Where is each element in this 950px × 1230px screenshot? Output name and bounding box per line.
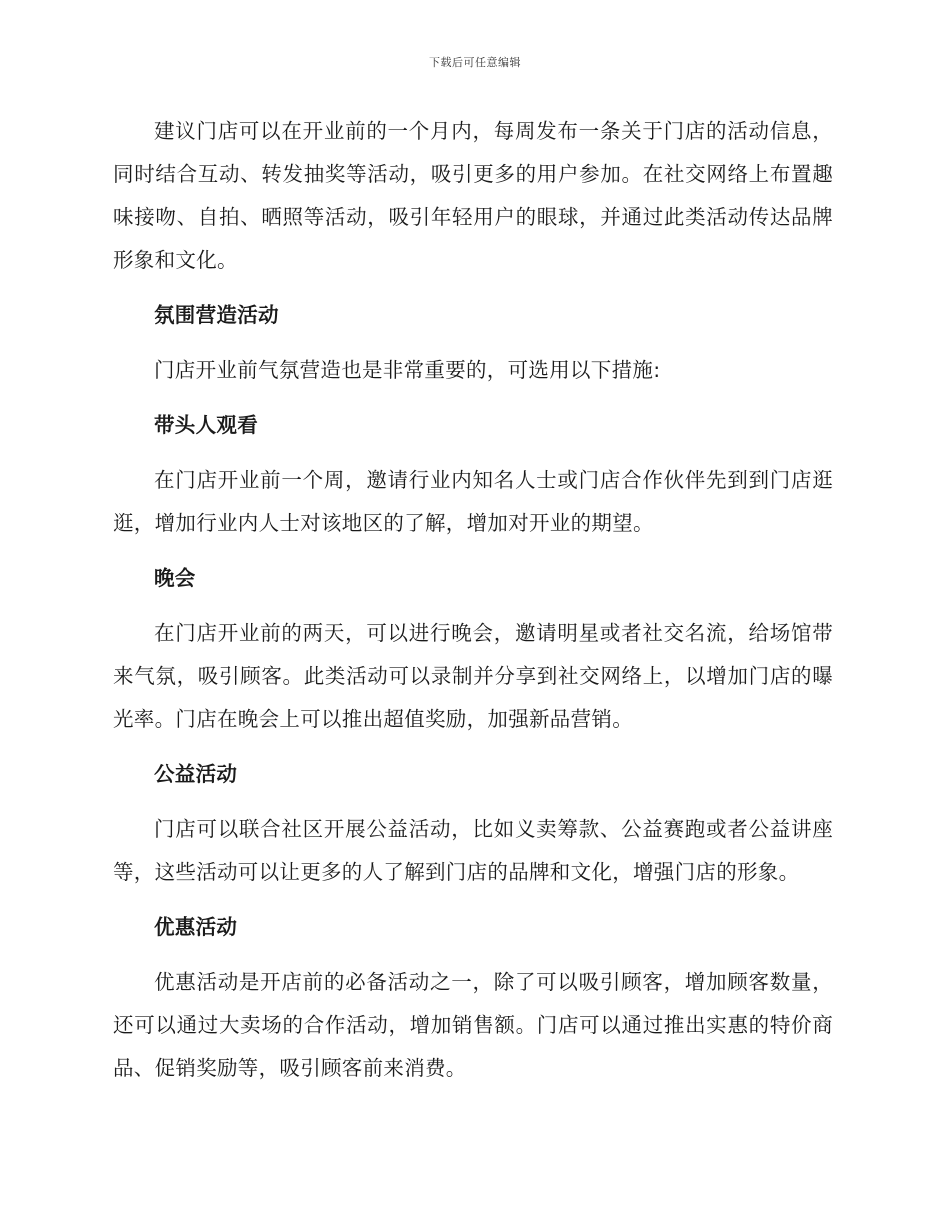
paragraph-discount: 优惠活动是开店前的必备活动之一，除了可以吸引顾客，增加顾客数量，还可以通过大卖场的合作活动，增加销售额。门店可以通过推出实惠的特价商品、促销奖励等，吸引顾客前来消费。 [113,970,833,1080]
heading-gala: 晚会 [154,566,196,590]
paragraph-leader-visit: 在门店开业前一个周，邀请行业内知名人士或门店合作伙伴先到到门店逛逛，增加行业内人士对该地区的了解，增加对开业的期望。 [113,468,833,535]
paragraph-gala: 在门店开业前的两天，可以进行晚会，邀请明星或者社交名流，给场馆带来气氛，吸引顾客。此类活动可以录制并分享到社交网络上，以增加门店的曝光率。门店在晚会上可以推出超值奖励，加强新品营销。 [113,621,833,731]
paragraph-atmosphere: 门店开业前气氛营造也是非常重要的，可选用以下措施: [154,358,661,382]
paragraph-social-media: 建议门店可以在开业前的一个月内，每周发布一条关于门店的活动信息，同时结合互动、转发抽奖等活动，吸引更多的用户参加。在社交网络上布置趣味接吻、自拍、晒照等活动，吸引年轻用户的眼球，并通过此类活动传达品牌形象和文化。 [113,119,833,272]
paragraph-charity: 门店可以联合社区开展公益活动，比如义卖筹款、公益赛跑或者公益讲座等，这些活动可以让更多的人了解到门店的品牌和文化，增强门店的形象。 [113,817,833,884]
heading-atmosphere: 氛围营造活动 [154,303,279,327]
document-body [113,110,833,1090]
heading-charity: 公益活动 [154,762,238,786]
heading-discount: 优惠活动 [154,915,238,939]
heading-leader-visit: 带头人观看 [154,413,258,437]
header-note: 下载后可任意编辑 [429,56,521,69]
